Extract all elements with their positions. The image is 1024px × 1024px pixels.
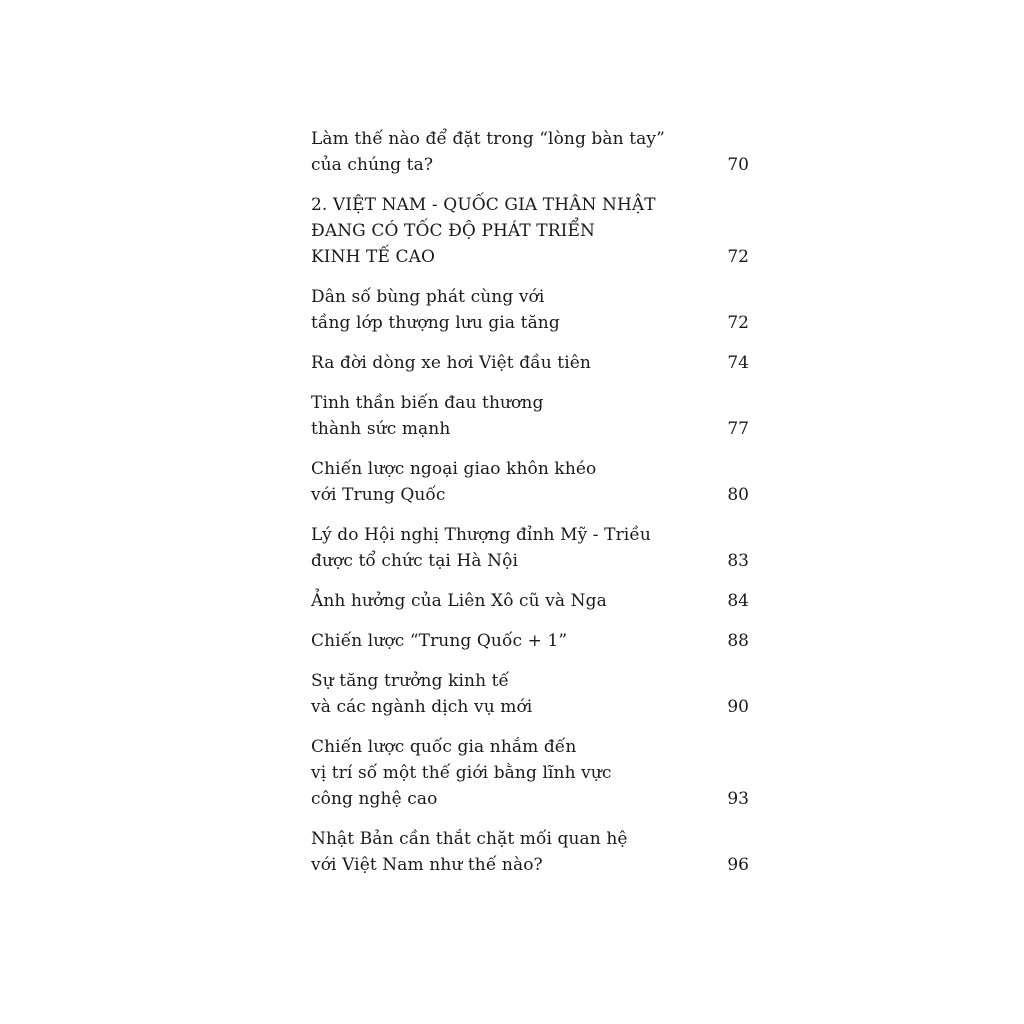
- toc-entry-title-line: KINH TẾ CAO: [311, 247, 435, 267]
- toc-entry-page-number: 72: [727, 313, 749, 333]
- toc-entry-page-number: 83: [727, 551, 749, 571]
- toc-entry-title-line: của chúng ta?: [311, 155, 434, 175]
- toc-entry-title-line: ĐANG CÓ TỐC ĐỘ PHÁT TRIỂN: [311, 221, 595, 241]
- toc-entry-page-number: 77: [727, 419, 749, 439]
- toc-entry-title-line: thành sức mạnh: [311, 419, 451, 439]
- toc-entry-title-line: được tổ chức tại Hà Nội: [311, 551, 518, 571]
- toc-entry: [311, 734, 749, 812]
- toc-entry: [311, 284, 749, 336]
- toc-entry-title-line: Sự tăng trưởng kinh tế: [311, 671, 510, 691]
- toc-entry-title-line: với Trung Quốc: [311, 485, 446, 505]
- toc-entry-page-number: 72: [727, 247, 749, 267]
- toc-entry-title-line: Nhật Bản cần thắt chặt mối quan hệ: [311, 829, 628, 849]
- toc-entry-page-number: 84: [727, 591, 749, 611]
- toc-entry-title-line: 2. VIỆT NAM - QUỐC GIA THÂN NHẬT: [311, 195, 656, 215]
- toc-entry: [311, 390, 749, 442]
- toc-entry-title-line: Chiến lược ngoại giao khôn khéo: [311, 459, 597, 479]
- toc-entry: [311, 126, 749, 178]
- toc-entry: [311, 350, 749, 376]
- toc-entry-page-number: 80: [727, 485, 749, 505]
- toc-entry-title-line: Tinh thần biến đau thương: [311, 393, 544, 413]
- toc-entry-page-number: 74: [727, 353, 749, 373]
- toc-entry-page-number: 88: [727, 631, 749, 651]
- toc-entry-title-line: Lý do Hội nghị Thượng đỉnh Mỹ - Triều: [311, 525, 651, 545]
- toc-entry-page-number: 70: [727, 155, 749, 175]
- toc-entry: [311, 668, 749, 720]
- toc-entry: [311, 456, 749, 508]
- toc-entry-title-line: Ảnh hưởng của Liên Xô cũ và Nga: [311, 591, 607, 611]
- toc-entry-title-line: và các ngành dịch vụ mới: [311, 697, 533, 717]
- toc-entry-title-line: với Việt Nam như thế nào?: [311, 855, 543, 875]
- toc-entry-title-line: Dân số bùng phát cùng với: [311, 287, 545, 307]
- toc-entry-title-line: công nghệ cao: [311, 789, 438, 809]
- toc-entry: [311, 588, 749, 614]
- toc-entry-title-line: Ra đời dòng xe hơi Việt đầu tiên: [311, 353, 591, 373]
- toc-entry: [311, 628, 749, 654]
- toc-entry-title-line: vị trí số một thế giới bằng lĩnh vực: [311, 763, 612, 783]
- toc-entry-title-line: tầng lớp thượng lưu gia tăng: [311, 313, 560, 333]
- toc-entry-title-line: Chiến lược quốc gia nhắm đến: [311, 737, 577, 757]
- toc-entry: [311, 192, 749, 270]
- toc-entry: [311, 826, 749, 878]
- toc-entry: [311, 522, 749, 574]
- toc-entry-title-line: Chiến lược “Trung Quốc + 1”: [311, 631, 568, 651]
- toc-entry-page-number: 93: [727, 789, 749, 809]
- toc-entry-page-number: 96: [727, 855, 749, 875]
- table-of-contents: [311, 126, 749, 892]
- toc-entry-page-number: 90: [727, 697, 749, 717]
- toc-entry-title-line: Làm thế nào để đặt trong “lòng bàn tay”: [311, 129, 665, 149]
